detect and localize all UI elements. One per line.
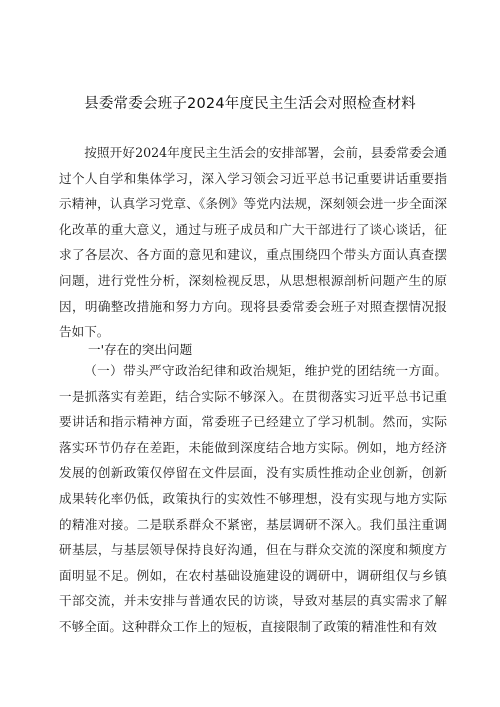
section-paragraph: （一）带头严守政治纪律和政治规矩，维护党的团结统一方面。一是抓落实有差距，结合实际不够深入。在贯彻落实习近平总书记重要讲话和指示精神方面，常委班子已经建立了学习机制。然而，实际落实环节仍存在差距，未能做到深度结合地方实际。例如，地方经济发展的创新政策仅停留在文件层面，没有实质性推动企业创新，创新成果转化率仍低，政策执行的实效性不够理想，没有实现与地方实际的精准对接。二是联系群众不紧密，基层调研不深入。我们虽注重调研基层，与基层领导保持良好沟通，但在与群众交流的深度和频度方面明显不足。例如，在农村基础设施建设的调研中，调研组仅与乡镇干部交流，并未安排与普通农民的访谈，导致对基层的真实需求了解不够全面。这种群众工作上的短板，直接限制了政策的精准性和有效: [59, 363, 447, 634]
intro-paragraph: 按照开好2024年度民主生活会的安排部署，会前，县委常委会通过个人自学和集体学习，深入学习领会习近平总书记重要讲话重要指示精神，认真学习党章、《条例》等党内法规，深刻领会进一步全面深化改革的重大意义，通过与班子成员和广大干部进行了谈心谈话，征求了各层次、各方面的意见和建议，重点围绕四个带头方面认真查摆问题，进行党性分析，深刻检视反思，从思想根源剖析问题产生的原因，明确整改措施和努力方向。现将县委常委会班子对照查摆情况报告如下。: [59, 145, 447, 340]
section-heading: 一'存在的突出问题: [88, 342, 193, 357]
document-title: 县委常委会班子2024年度民主生活会对照检查材料: [84, 96, 416, 112]
